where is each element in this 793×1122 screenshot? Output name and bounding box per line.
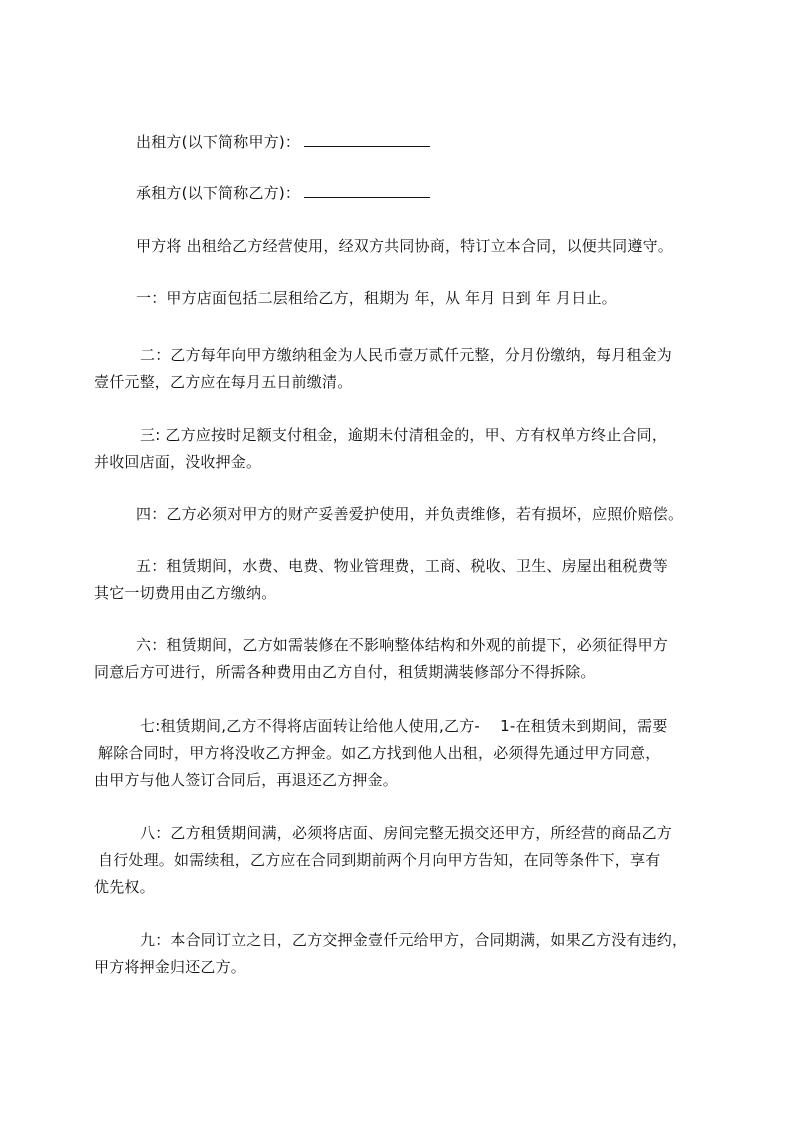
lessor-blank [304,132,430,147]
clause-1: 一：甲方店面包括二层租给乙方，租期为 年，从 年月 日到 年 月日止。 [136,289,617,307]
clause-7: 七:租赁期间,乙方不得将店面转让给他人使用,乙方- 1-在租赁未到期间，需要 解除合同时，甲方将没收乙方押金。如乙方找到他人出租，必须得先通过甲方同意， 由甲方与他人签订合同后，再退还乙方押金。 [94,717,668,789]
clause-5: 五：租赁期间，水费、电费、物业管理费，工商、税收、卫生、房屋出租税费等 其它一切费用由乙方缴纳。 [94,557,669,602]
clause-6: 六：租赁期间，乙方如需装修在不影响整体结构和外观的前提下，必须征得甲方 同意后方可进行，所需各种费用由乙方自付，租赁期满装修部分不得拆除。 [94,636,669,681]
clause-2: 二：乙方每年向甲方缴纳租金为人民币壹万贰仟元整，分月份缴纳，每月租金为 壹仟元整，乙方应在每月五日前缴清。 [94,346,673,391]
clause-8: 八：乙方租赁期间满，必须将店面、房间完整无损交还甲方，所经营的商品乙方 自行处理。如需续租，乙方应在合同到期前两个月向甲方告知，在同等条件下，享有 优先权。 [94,824,673,896]
lessor-line [94,129,714,156]
clause-9: 九：本合同订立之日，乙方交押金壹仟元给甲方，合同期满，如果乙方没有违约， 甲方将押金归还乙方。 [94,931,688,976]
lessee-line [94,180,714,207]
lessor-label: 出租方(以下简称甲方)： [136,133,301,151]
lessee-blank [304,183,430,198]
lessee-label: 承租方(以下简称乙方)： [136,184,301,202]
clause-4: 四：乙方必须对甲方的财产妥善爱护使用，并负责维修，若有损坏，应照价赔偿。 [136,505,684,523]
clause-3: 三: 乙方应按时足额支付租金，逾期未付清租金的，甲、方有权单方终止合同， 并收回店面，没收押金。 [94,426,668,471]
intro-paragraph: 甲方将 出租给乙方经营使用，经双方共同协商，特订立本合同，以便共同遵守。 [136,237,673,255]
